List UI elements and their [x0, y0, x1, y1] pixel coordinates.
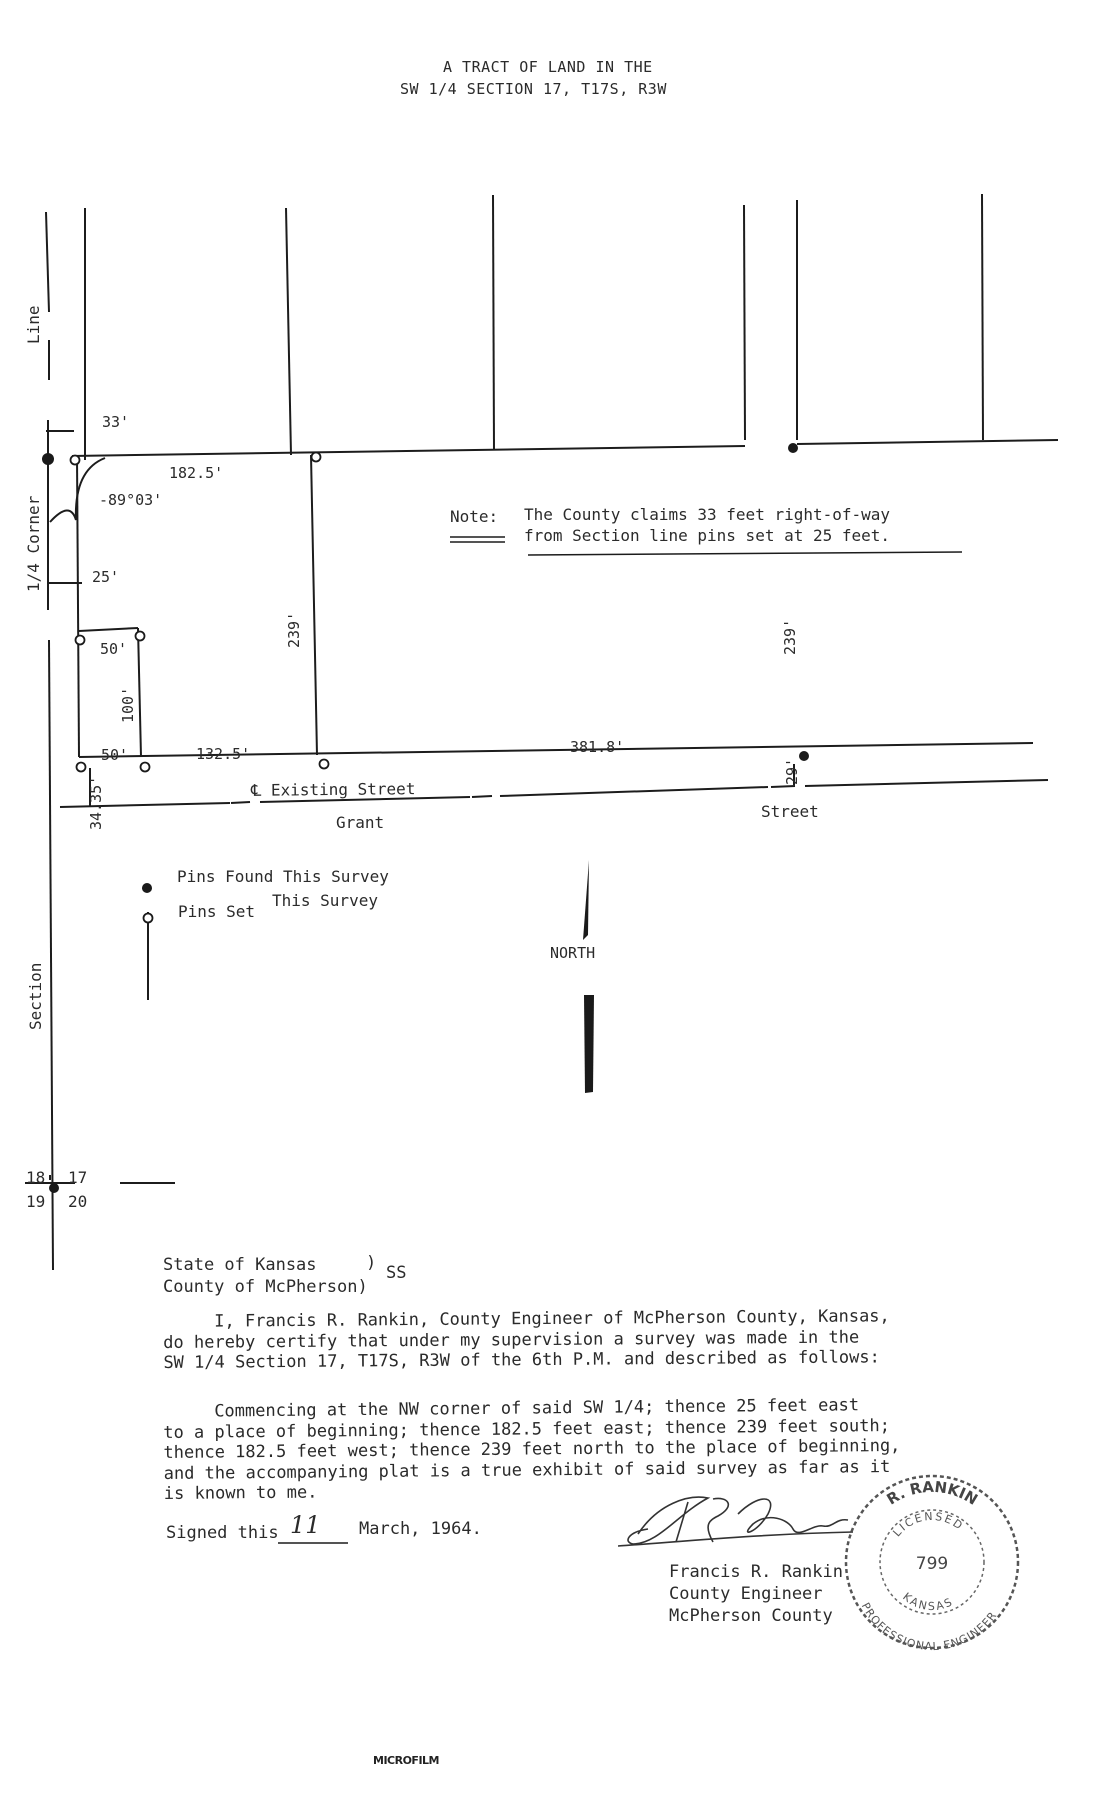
seal-name: R. RANKIN — [883, 1477, 981, 1509]
north-arrow-icon — [583, 860, 589, 940]
section-line-label-section: Section — [26, 962, 45, 1030]
signature-name: Francis R. Rankin — [669, 1562, 843, 1582]
description-line: Commencing at the NW corner of said SW 1/4; thence 25 feet east — [163, 1395, 860, 1422]
street-centerline-dash — [472, 796, 492, 797]
dimension-239-tract: 239' — [285, 611, 303, 648]
section-line — [46, 212, 49, 312]
small-lot-top — [79, 628, 138, 631]
pin-set — [141, 763, 150, 772]
description-line: is known to me. — [163, 1482, 318, 1504]
existing-street-label: ℄ Existing Street — [250, 779, 416, 800]
angle-label: -89°03' — [99, 491, 163, 509]
section-number-19: 19 — [26, 1192, 46, 1211]
dimension-50-small-lot-bottom: 50' — [101, 746, 129, 764]
venue-ss: SS — [386, 1263, 407, 1283]
signed-day-underline — [278, 1541, 358, 1547]
legend-pins-set: Pins Set — [178, 902, 256, 921]
pin-set — [136, 632, 145, 641]
dimension-132-5: 132.5' — [196, 745, 251, 763]
venue-state: State of Kansas — [163, 1255, 317, 1275]
seal-number: 799 — [915, 1554, 949, 1574]
lot-line — [493, 195, 494, 450]
lot-line — [744, 205, 745, 440]
certification-line: I, Francis R. Rankin, County Engineer of McPherson County, Kansas, — [163, 1306, 890, 1332]
svg-text:LICENSED — [890, 1510, 966, 1539]
seal-licensed: LICENSED — [890, 1509, 967, 1540]
small-lot-east — [138, 628, 141, 757]
pin-set — [76, 636, 85, 645]
legend-pins-set-survey: This Survey — [272, 891, 378, 910]
note-label: Note: — [450, 507, 499, 526]
pin-set — [71, 456, 80, 465]
dimension-239-east: 239' — [781, 618, 799, 655]
street-label: Street — [761, 802, 819, 821]
description-line: and the accompanying plat is a true exhibit of said survey as far as it — [163, 1456, 891, 1484]
description-line: to a place of beginning; thence 182.5 feet east; thence 239 feet south; — [163, 1415, 891, 1443]
certification-line: do hereby certify that under my supervision a survey was made in the — [163, 1327, 860, 1353]
section-number-17: 17 — [68, 1168, 88, 1187]
signed-suffix: March, 1964. — [359, 1519, 482, 1539]
pin-set — [312, 453, 321, 462]
pin-set — [77, 763, 86, 772]
lot-line — [982, 194, 983, 440]
street-centerline-dash — [231, 802, 250, 803]
section-number-18: 18 — [26, 1168, 46, 1187]
document-title-line-1: A TRACT OF LAND IN THE — [443, 58, 653, 76]
dimension-381-8: 381.8' — [570, 738, 625, 756]
pin-found — [42, 453, 54, 465]
note-text-underline — [528, 552, 962, 555]
note-line-2: from Section line pins set at 25 feet. — [524, 526, 891, 545]
handwritten-signature — [618, 1484, 858, 1554]
dimension-33: 33' — [102, 413, 130, 431]
section-line-label-line: Line — [24, 305, 43, 344]
grant-street-label: Grant — [336, 813, 385, 832]
section-number-20: 20 — [68, 1192, 88, 1211]
dimension-25: 25' — [92, 568, 120, 586]
street-centerline-dash — [771, 786, 795, 787]
pin-found — [49, 1183, 59, 1193]
tract-east-line — [311, 455, 317, 755]
lot-line — [286, 208, 291, 455]
tract-west-line — [77, 456, 79, 757]
signed-prefix: Signed this — [166, 1523, 279, 1543]
dimension-100: 100' — [119, 686, 137, 723]
north-boundary-line — [797, 440, 1058, 444]
venue-paren: ) — [366, 1253, 377, 1273]
dimension-29: 29' — [783, 757, 801, 785]
section-line-label-quarter-corner: 1/4 Corner — [24, 495, 43, 592]
certification-line: SW 1/4 Section 17, T17S, R3W of the 6th P.M. and described as follows: — [163, 1347, 880, 1373]
seal-state: KANSAS — [900, 1590, 956, 1614]
engineer-seal — [832, 1462, 1032, 1662]
street-centerline — [500, 787, 768, 796]
note-line-1: The County claims 33 feet right-of-way — [524, 505, 891, 524]
north-label: NORTH — [550, 944, 596, 962]
dimension-50-small-lot-top: 50' — [100, 640, 128, 658]
dimension-182-5-north: 182.5' — [169, 464, 224, 482]
north-boundary-line — [72, 446, 745, 456]
seal-profession: PROFESSIONAL ENGINEER — [858, 1600, 1000, 1654]
description-line: thence 182.5 feet west; thence 239 feet north to the place of beginning, — [163, 1435, 901, 1463]
pin-set — [320, 760, 329, 769]
signature-title: County Engineer — [669, 1584, 823, 1604]
microfilm-stamp: MICROFILM — [373, 1754, 439, 1767]
svg-text:KANSAS — [900, 1590, 955, 1613]
street-centerline — [60, 803, 230, 807]
certification-paragraph — [163, 1306, 890, 1373]
street-centerline — [805, 780, 1048, 786]
signed-day: 11 — [290, 1511, 321, 1539]
pin-found — [788, 443, 798, 453]
signature-county: McPherson County — [669, 1606, 833, 1626]
svg-text:R. RANKIN — [884, 1478, 981, 1509]
legend-pin-found — [142, 883, 152, 893]
dimension-34-35: 34.35' — [87, 775, 105, 830]
venue-county: County of McPherson) — [163, 1277, 368, 1297]
document-title-line-2: SW 1/4 SECTION 17, T17S, R3W — [400, 80, 667, 98]
legend-pin-set — [144, 914, 153, 923]
legend-pins-found: Pins Found This Survey — [177, 867, 389, 886]
north-arrow-shaft — [584, 995, 594, 1093]
